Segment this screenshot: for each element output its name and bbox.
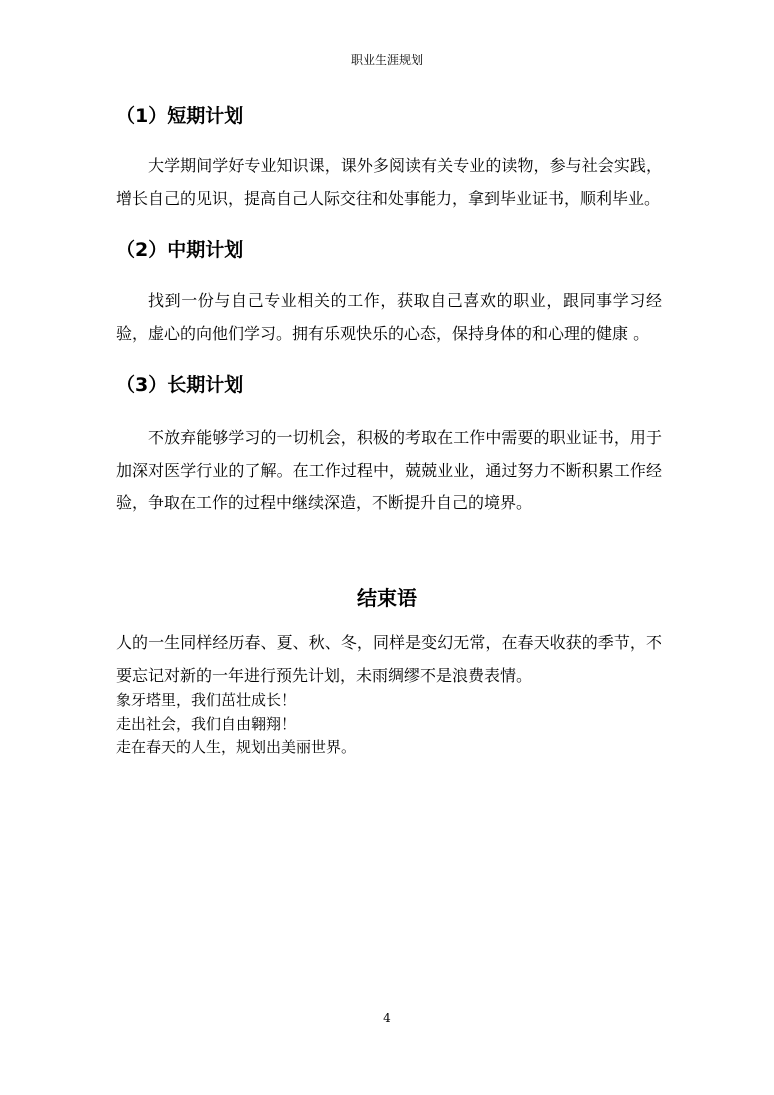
paragraph-long-term: 不放弃能够学习的一切机会，积极的考取在工作中需要的职业证书，用于加深对医学行业的了解。在工作过程中，兢兢业业，通过努力不断积累工作经验，争取在工作的过程中继续深造，不断提升自己的境界。 — [116, 428, 662, 512]
running-header: 职业生涯规划 — [350, 53, 423, 67]
closing-line: 走出社会，我们自由翱翔！ — [116, 715, 297, 733]
page-number: 4 — [383, 1011, 391, 1025]
closing-line: 象牙塔里，我们茁壮成长！ — [116, 691, 297, 709]
closing-title: 结束语 — [357, 586, 417, 610]
paragraph-short-term: 大学期间学好专业知识课，课外多阅读有关专业的读物，参与社会实践，增长自己的见识，提高自己人际交往和处事能力，拿到毕业证书，顺利毕业。 — [116, 156, 662, 208]
section-heading-short-term: （1）短期计划 — [116, 105, 244, 127]
closing-line: 走在春天的人生，规划出美丽世界。 — [116, 738, 357, 756]
section-heading-long-term: （3）长期计划 — [116, 374, 244, 396]
section-heading-mid-term: （2）中期计划 — [116, 239, 244, 261]
closing-paragraph: 人的一生同样经历春、夏、秋、冬，同样是变幻无常，在春天收获的季节，不要忘记对新的一年进行预先计划，未雨绸缪不是浪费表情。 — [116, 633, 662, 685]
paragraph-mid-term: 找到一份与自己专业相关的工作，获取自己喜欢的职业，跟同事学习经验，虚心的向他们学习。拥有乐观快乐的心态，保持身体的和心理的健康 。 — [116, 291, 662, 343]
